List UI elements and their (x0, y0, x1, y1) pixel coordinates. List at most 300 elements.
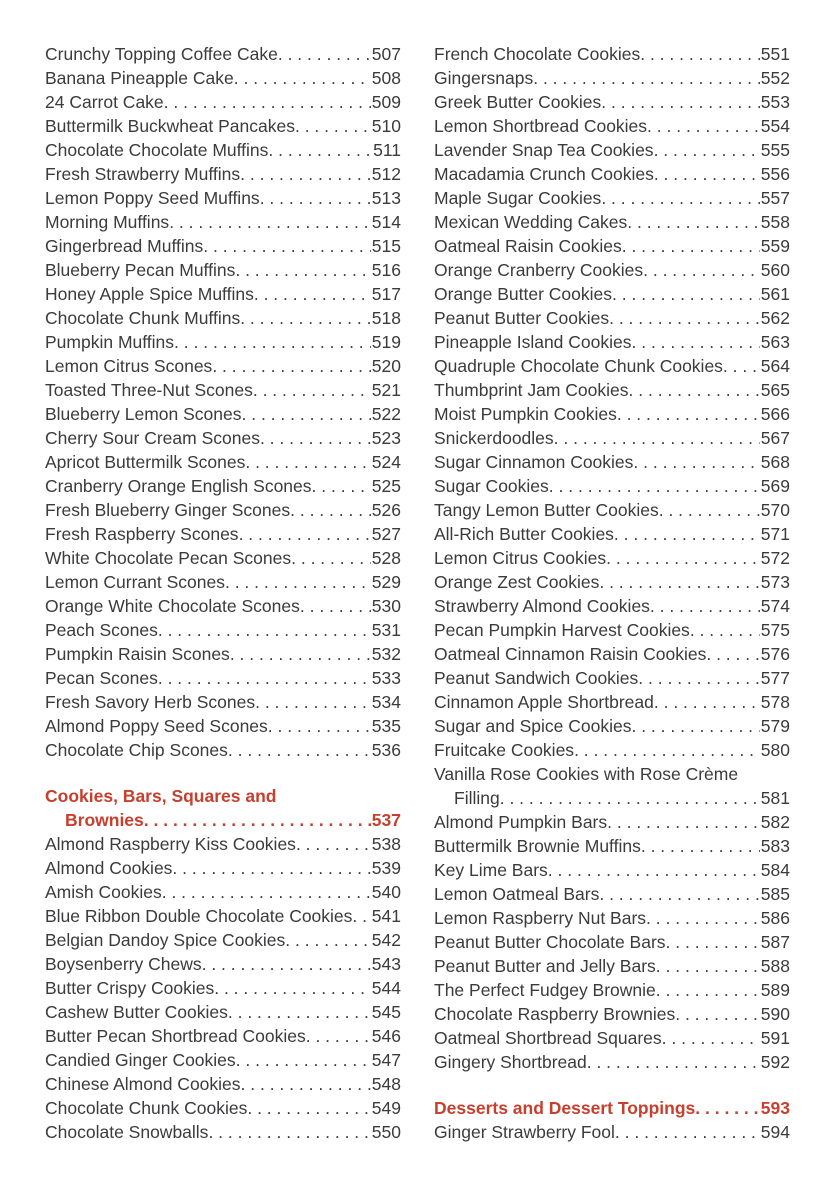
toc-column-right (434, 42, 790, 1144)
dot-leader (306, 1024, 371, 1048)
toc-entry (45, 234, 401, 258)
toc-entry-page: 532 (371, 644, 401, 664)
toc-entry (434, 762, 790, 810)
toc-entry-title: Greek Butter Cookies (434, 92, 602, 112)
toc-entry (434, 378, 790, 402)
toc-entry-title: Almond Poppy Seed Scones (45, 716, 268, 736)
toc-entry-page: 521 (371, 380, 401, 400)
dot-leader (614, 522, 760, 546)
section-title: Brownies (65, 810, 144, 830)
toc-entry-page: 520 (371, 356, 401, 376)
toc-entry (434, 498, 790, 522)
toc-entry (45, 402, 401, 426)
toc-entry-page: 562 (760, 308, 790, 328)
toc-entry (45, 1048, 401, 1072)
toc-entry (434, 618, 790, 642)
toc-entry (45, 426, 401, 450)
dot-leader (656, 978, 760, 1002)
toc-entry-title: Orange Zest Cookies (434, 572, 600, 592)
toc-entry (434, 570, 790, 594)
dot-leader (641, 834, 760, 858)
toc-entry (434, 426, 790, 450)
toc-entry (434, 642, 790, 666)
toc-entry (45, 1072, 401, 1096)
toc-entry (45, 354, 401, 378)
dot-leader (214, 976, 371, 1000)
toc-entry-title: Fresh Blueberry Ginger Scones (45, 500, 291, 520)
dot-leader (643, 258, 760, 282)
dot-leader (172, 856, 370, 880)
toc-entry (45, 1120, 401, 1144)
dot-leader (574, 738, 760, 762)
toc-entry-title: Blue Ribbon Double Chocolate Cookies (45, 906, 353, 926)
toc-entry-page: 517 (371, 284, 401, 304)
toc-entry (434, 450, 790, 474)
toc-column-left (45, 42, 401, 1144)
toc-entry-title: Moist Pumpkin Cookies (434, 404, 617, 424)
dot-leader (240, 306, 371, 330)
toc-entry-title: Sugar Cookies (434, 476, 549, 496)
toc-entry (45, 570, 401, 594)
toc-entry-title: Pumpkin Muffins (45, 332, 175, 352)
toc-entry-page: 518 (371, 308, 401, 328)
dot-leader (656, 954, 760, 978)
toc-entry-page: 515 (371, 236, 401, 256)
dot-leader (599, 882, 759, 906)
toc-entry-title: Sugar Cinnamon Cookies (434, 452, 634, 472)
dot-leader (607, 810, 760, 834)
dot-leader (158, 666, 371, 690)
toc-entry-title: Mexican Wedding Cakes (434, 212, 628, 232)
toc-entry (45, 738, 401, 762)
toc-entry-page: 547 (371, 1050, 401, 1070)
toc-entry-title: Honey Apple Spice Muffins (45, 284, 254, 304)
toc-entry-title: Peach Scones (45, 620, 158, 640)
dot-leader (617, 402, 760, 426)
dot-leader (144, 808, 371, 832)
toc-entry (45, 42, 401, 66)
toc-entry-title: Pumpkin Raisin Scones (45, 644, 230, 664)
toc-entry-page: 510 (371, 116, 401, 136)
toc-entry (434, 690, 790, 714)
toc-entry-page: 526 (371, 500, 401, 520)
toc-entry-page: 583 (760, 836, 790, 856)
dot-leader (631, 714, 759, 738)
dot-leader (606, 546, 760, 570)
toc-entry-page: 539 (371, 858, 401, 878)
toc-entry-title: Macadamia Crunch Cookies (434, 164, 654, 184)
dot-leader (647, 114, 760, 138)
toc-entry-page: 575 (760, 620, 790, 640)
toc-entry (45, 714, 401, 738)
toc-entry (434, 402, 790, 426)
dot-leader (285, 928, 371, 952)
dot-leader (234, 66, 371, 90)
dot-leader (228, 738, 371, 762)
toc-entry-title: Boysenberry Chews (45, 954, 202, 974)
dot-leader (599, 570, 759, 594)
dot-leader (169, 210, 371, 234)
toc-entry-title: Lemon Citrus Scones (45, 356, 213, 376)
toc-entry-page: 541 (371, 906, 401, 926)
toc-entry-title: Cranberry Orange English Scones (45, 476, 312, 496)
toc-entry-page: 559 (760, 236, 790, 256)
toc-entry-title: Cinnamon Apple Shortbread (434, 692, 654, 712)
toc-entry-page: 574 (760, 596, 790, 616)
toc-entry (45, 952, 401, 976)
toc-entry (434, 954, 790, 978)
dot-leader (268, 714, 371, 738)
dot-leader (666, 930, 760, 954)
toc-entry (434, 546, 790, 570)
toc-entry (434, 282, 790, 306)
toc-entry (434, 234, 790, 258)
toc-entry-title: Lemon Oatmeal Bars (434, 884, 600, 904)
toc-entry-page: 594 (760, 1122, 790, 1142)
toc-entry (45, 282, 401, 306)
dot-leader (158, 618, 371, 642)
toc-entry-title: Chocolate Chunk Muffins (45, 308, 241, 328)
toc-entry-title: Toasted Three-Nut Scones (45, 380, 253, 400)
dot-leader (601, 186, 759, 210)
toc-entry-title: Gingersnaps (434, 68, 534, 88)
section-title-row (45, 808, 401, 832)
dot-leader (278, 42, 371, 66)
toc-entry (45, 618, 401, 642)
toc-entry-title: Fresh Savory Herb Scones (45, 692, 256, 712)
toc-entry-title: Lemon Citrus Cookies (434, 548, 607, 568)
toc-entry-page: 556 (760, 164, 790, 184)
toc-entry-title: Chocolate Raspberry Brownies (434, 1004, 676, 1024)
dot-leader (706, 642, 759, 666)
toc-entry (434, 90, 790, 114)
dot-leader (312, 474, 371, 498)
toc-entry-page: 592 (760, 1052, 790, 1072)
toc-entry-page: 564 (760, 356, 790, 376)
section-title-line: Cookies, Bars, Squares and (45, 786, 277, 806)
dot-leader (659, 498, 760, 522)
toc-entry-title: Candied Ginger Cookies (45, 1050, 236, 1070)
toc-entry-page: 577 (760, 668, 790, 688)
toc-entry (434, 258, 790, 282)
toc-entry (434, 978, 790, 1002)
toc-entry (434, 930, 790, 954)
toc-entry-title: Almond Raspberry Kiss Cookies (45, 834, 296, 854)
toc-entry-page: 579 (760, 716, 790, 736)
toc-entry-title: Chocolate Snowballs (45, 1122, 209, 1142)
toc-entry-title: Pecan Scones (45, 668, 158, 688)
dot-leader (203, 234, 371, 258)
toc-entry (45, 880, 401, 904)
toc-entry-page: 529 (371, 572, 401, 592)
toc-entry (45, 832, 401, 856)
toc-entry-title-continued: Filling (454, 788, 500, 808)
toc-entry (434, 354, 790, 378)
toc-entry-page: 554 (760, 116, 790, 136)
toc-entry-page: 563 (760, 332, 790, 352)
dot-leader (629, 378, 760, 402)
toc-entry (45, 162, 401, 186)
toc-entry (45, 114, 401, 138)
toc-entry-page: 544 (371, 978, 401, 998)
toc-entry (45, 474, 401, 498)
toc-entry-page: 572 (760, 548, 790, 568)
toc-entry (45, 1024, 401, 1048)
toc-entry (45, 904, 401, 928)
toc-entry (45, 928, 401, 952)
dot-leader (549, 474, 760, 498)
toc-entry (434, 594, 790, 618)
dot-leader (640, 42, 760, 66)
toc-entry-title: Maple Sugar Cookies (434, 188, 602, 208)
toc-entry-title: Orange Cranberry Cookies (434, 260, 644, 280)
dot-leader (587, 1050, 760, 1074)
dot-leader (235, 258, 370, 282)
toc-entry-page: 543 (371, 954, 401, 974)
toc-entry (45, 976, 401, 1000)
toc-entry-title: Fresh Strawberry Muffins (45, 164, 241, 184)
toc-entry (434, 162, 790, 186)
toc-entry-title: Blueberry Pecan Muffins (45, 260, 236, 280)
toc-entry-title: Belgian Dandoy Spice Cookies (45, 930, 286, 950)
toc-entry-page: 530 (371, 596, 401, 616)
toc-entry-page: 527 (371, 524, 401, 544)
toc-entry-title: Peanut Butter Cookies (434, 308, 610, 328)
section-title: Desserts and Dessert Toppings (434, 1098, 696, 1118)
toc-entry-title: Lemon Poppy Seed Muffins (45, 188, 260, 208)
toc-entry (45, 594, 401, 618)
toc-entry (45, 1000, 401, 1024)
toc-entry-page: 533 (371, 668, 401, 688)
toc-entry-title: Oatmeal Cinnamon Raisin Cookies (434, 644, 707, 664)
dot-leader (230, 642, 371, 666)
toc-entry (45, 450, 401, 474)
toc-entry (434, 1002, 790, 1026)
toc-entry-title: Orange White Chocolate Scones (45, 596, 300, 616)
toc-entry-page: 573 (760, 572, 790, 592)
toc-entry-title: Butter Pecan Shortbread Cookies (45, 1026, 306, 1046)
toc-entry-title: Orange Butter Cookies (434, 284, 613, 304)
dot-leader (174, 330, 371, 354)
toc-entry (434, 834, 790, 858)
toc-entry (45, 666, 401, 690)
toc-entry-page: 511 (373, 140, 401, 160)
toc-entry (434, 210, 790, 234)
toc-entry-page: 555 (760, 140, 790, 160)
toc-entry (434, 306, 790, 330)
toc-entry-page: 576 (760, 644, 790, 664)
toc-entry-page: 581 (760, 788, 790, 808)
toc-entry-title: Key Lime Bars (434, 860, 548, 880)
toc-entry-title: Chocolate Chip Scones (45, 740, 228, 760)
section-page: 593 (760, 1098, 790, 1118)
toc-entry-title: Snickerdoodles (434, 428, 554, 448)
toc-entry-continuation (434, 786, 790, 810)
toc-entry-page: 567 (760, 428, 790, 448)
toc-entry (45, 306, 401, 330)
toc-entry (434, 42, 790, 66)
dot-leader (654, 138, 760, 162)
toc-entry-title: Crunchy Topping Coffee Cake (45, 44, 278, 64)
toc-entry (434, 666, 790, 690)
toc-entry-title: Oatmeal Shortbread Squares (434, 1028, 662, 1048)
toc-entry (434, 1120, 790, 1144)
toc-entry-title: Lavender Snap Tea Cookies (434, 140, 654, 160)
toc-entry-page: 542 (371, 930, 401, 950)
toc-entry (45, 1096, 401, 1120)
dot-leader (548, 858, 760, 882)
toc-entry-page: 560 (760, 260, 790, 280)
toc-entry-page: 570 (760, 500, 790, 520)
toc-entry-title: Almond Pumpkin Bars (434, 812, 608, 832)
toc-entry-page: 546 (371, 1026, 401, 1046)
toc-entry-title: Lemon Shortbread Cookies (434, 116, 648, 136)
toc-entry-title: Lemon Currant Scones (45, 572, 225, 592)
toc-entry-title: Amish Cookies (45, 882, 162, 902)
toc-entry-page: 545 (371, 1002, 401, 1022)
toc-entry-page: 516 (371, 260, 401, 280)
toc-entry (45, 258, 401, 282)
toc-entry-title: Cashew Butter Cookies (45, 1002, 228, 1022)
dot-leader (202, 952, 371, 976)
toc-entry-page: 566 (760, 404, 790, 424)
toc-entry-title: Buttermilk Brownie Muffins (434, 836, 641, 856)
toc-entry-page: 551 (760, 44, 790, 64)
dot-leader (296, 832, 371, 856)
toc-entry-page: 569 (760, 476, 790, 496)
dot-leader (260, 186, 371, 210)
toc-entry-page: 512 (371, 164, 401, 184)
dot-leader (690, 618, 760, 642)
toc-entry-title: Peanut Butter Chocolate Bars (434, 932, 666, 952)
toc-entry-page: 557 (760, 188, 790, 208)
toc-entry-title: Pecan Pumpkin Harvest Cookies (434, 620, 690, 640)
dot-leader (615, 1120, 760, 1144)
toc-entry-title: Banana Pineapple Cake (45, 68, 234, 88)
toc-entry (45, 378, 401, 402)
toc-entry-title: Apricot Buttermilk Scones (45, 452, 246, 472)
dot-leader (352, 904, 370, 928)
toc-entry-title: Oatmeal Raisin Cookies (434, 236, 622, 256)
toc-entry-title: French Chocolate Cookies (434, 44, 641, 64)
toc-entry (45, 856, 401, 880)
toc-entry (434, 330, 790, 354)
toc-entry-page: 588 (760, 956, 790, 976)
dot-leader (300, 594, 371, 618)
toc-entry (45, 90, 401, 114)
toc-entry (434, 1050, 790, 1074)
toc-entry-title: Thumbprint Jam Cookies (434, 380, 629, 400)
toc-entry-page: 507 (371, 44, 401, 64)
toc-entry-title: Almond Cookies (45, 858, 173, 878)
toc-entry-page: 508 (371, 68, 401, 88)
toc-entry-title: Gingerbread Muffins (45, 236, 204, 256)
toc-entry-title: The Perfect Fudgey Brownie (434, 980, 656, 1000)
dot-leader (290, 498, 371, 522)
toc-entry-page: 552 (760, 68, 790, 88)
toc-entry-title: Gingery Shortbread (434, 1052, 587, 1072)
toc-entry (45, 546, 401, 570)
toc-entry-page: 550 (371, 1122, 401, 1142)
toc-entry (45, 186, 401, 210)
toc-entry (45, 66, 401, 90)
toc-section-heading (434, 1096, 790, 1120)
toc-entry-page: 524 (371, 452, 401, 472)
toc-entry-title: Quadruple Chocolate Chunk Cookies (434, 356, 723, 376)
toc-entry (45, 498, 401, 522)
toc-entry-page: 509 (371, 92, 401, 112)
dot-leader (212, 354, 370, 378)
toc-entry-page: 578 (760, 692, 790, 712)
toc-entry-title: Chocolate Chocolate Muffins (45, 140, 269, 160)
dot-leader (241, 1072, 371, 1096)
toc-entry (434, 114, 790, 138)
dot-leader (627, 210, 760, 234)
toc-entry (434, 738, 790, 762)
toc-entry-title: All-Rich Butter Cookies (434, 524, 614, 544)
dot-leader (609, 306, 760, 330)
toc-entry-page: 586 (760, 908, 790, 928)
toc-entry-title: Tangy Lemon Butter Cookies (434, 500, 659, 520)
toc-entry-page: 568 (760, 452, 790, 472)
section-title-row (434, 1096, 790, 1120)
dot-leader (612, 282, 760, 306)
toc-entry-title: Vanilla Rose Cookies with Rose Crème (434, 764, 739, 784)
toc-section-heading (45, 784, 401, 832)
dot-leader (654, 690, 760, 714)
toc-entry (434, 1026, 790, 1050)
dot-leader (654, 162, 760, 186)
toc-entry-page: 534 (371, 692, 401, 712)
toc-entry-page: 513 (371, 188, 401, 208)
dot-leader (228, 1000, 371, 1024)
dot-leader (245, 450, 370, 474)
dot-leader (255, 690, 371, 714)
section-page: 537 (371, 810, 401, 830)
toc-entry-page: 540 (371, 882, 401, 902)
toc-entry-title: Sugar and Spice Cookies (434, 716, 632, 736)
toc-entry-title: Blueberry Lemon Scones (45, 404, 242, 424)
toc-entry-title: Chinese Almond Cookies (45, 1074, 241, 1094)
toc-entry (45, 522, 401, 546)
toc-entry-title: Ginger Strawberry Fool (434, 1122, 615, 1142)
toc-entry-page: 523 (371, 428, 401, 448)
dot-leader (638, 666, 760, 690)
toc-entry (434, 858, 790, 882)
toc-entry-page: 548 (371, 1074, 401, 1094)
toc-entry-title: Peanut Sandwich Cookies (434, 668, 639, 688)
toc-entry-page: 589 (760, 980, 790, 1000)
toc-entry (45, 210, 401, 234)
toc-entry-page: 565 (760, 380, 790, 400)
toc-entry-page: 553 (760, 92, 790, 112)
dot-leader (260, 426, 371, 450)
dot-leader (268, 138, 372, 162)
toc-entry-page: 580 (760, 740, 790, 760)
dot-leader (633, 450, 759, 474)
dot-leader (601, 90, 760, 114)
toc-entry (434, 186, 790, 210)
dot-leader (164, 90, 371, 114)
toc-entry (434, 906, 790, 930)
toc-entry (434, 714, 790, 738)
dot-leader (242, 402, 371, 426)
dot-leader (500, 786, 760, 810)
dot-leader (662, 1026, 760, 1050)
toc-entry-page: 590 (760, 1004, 790, 1024)
dot-leader (622, 234, 760, 258)
toc-entry-title: Strawberry Almond Cookies (434, 596, 650, 616)
